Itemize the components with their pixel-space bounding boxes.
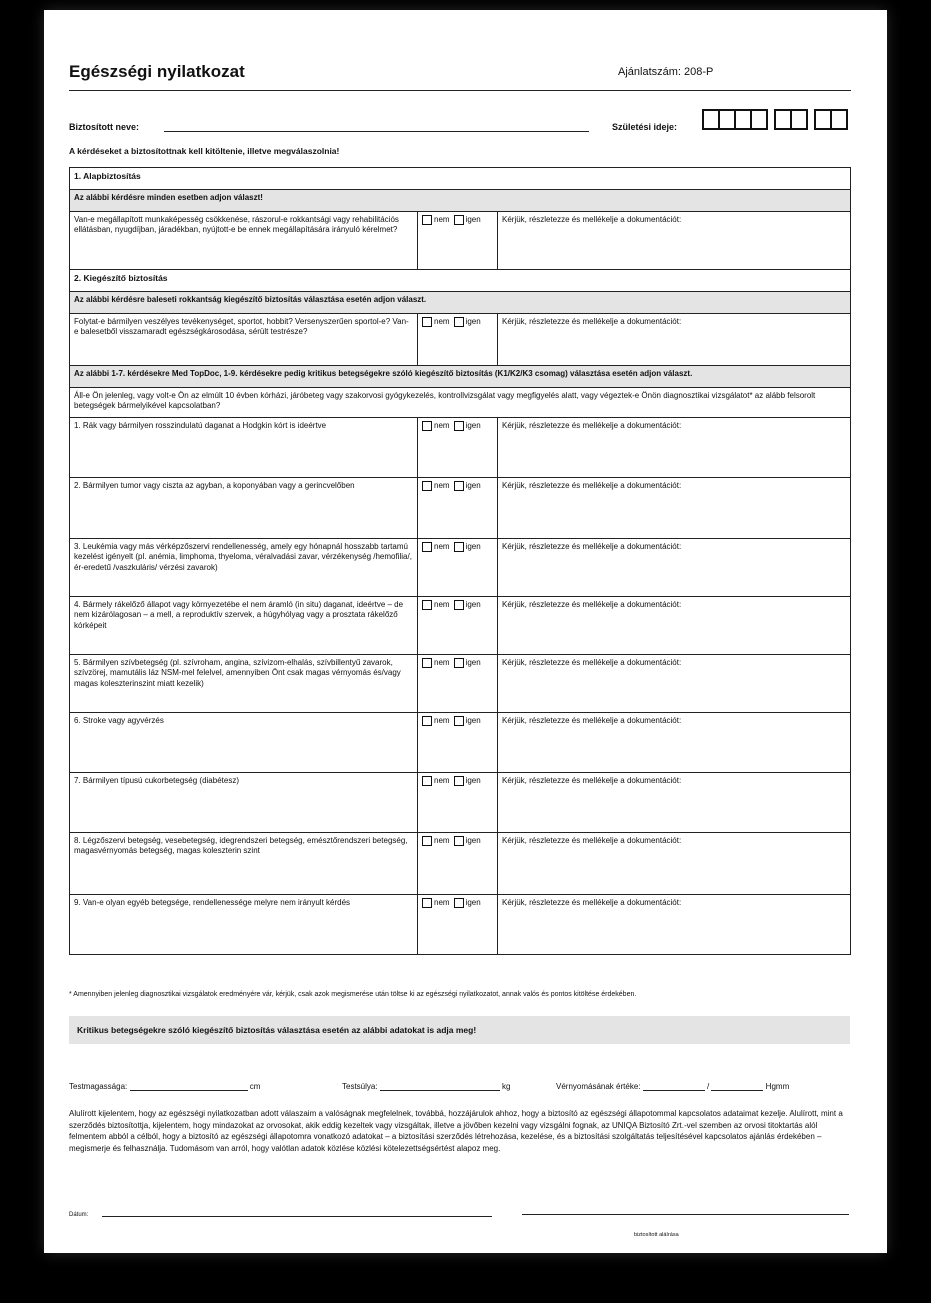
question-9: 9. Van-e olyan egyéb betegsége, rendellenessége melyre nem irányult kérdés [70,895,418,955]
answer-choices: nem igen [418,713,498,773]
no-checkbox[interactable] [422,481,432,491]
no-checkbox[interactable] [422,542,432,552]
yes-checkbox[interactable] [454,716,464,726]
birth-date-label: Születési ideje: [612,122,678,132]
no-checkbox[interactable] [422,215,432,225]
yes-checkbox[interactable] [454,215,464,225]
details-cell[interactable]: Kérjük, részletezze és mellékelje a dokumentációt: [498,895,851,955]
section-suppl-title: 2. Kiegészítő biztosítás [70,270,851,292]
section-crit-intro: Áll-e Ön jelenleg, vagy volt-e Ön az elmúlt 10 évben kórházi, járóbeteg vagy szakorvosi gyógykezelés, kontrollvizsgálat vagy megfigyelés alatt, vagy végeztek-e Önön diagnosztikai vizsgálatot* az alább felsorolt betegségek bármelyikével kapcsolatban? [70,388,851,418]
answer-choices: nem igen [418,418,498,478]
bp-systolic-field[interactable] [643,1080,705,1091]
instruction-text: A kérdéseket a biztosítottnak kell kitöltenie, illetve megválaszolnia! [69,146,340,156]
yes-checkbox[interactable] [454,317,464,327]
answer-choices: nem igen [418,597,498,655]
question-6: 6. Stroke vagy agyvérzés [70,713,418,773]
section-crit-note: Az alábbi 1-7. kérdésekre Med TopDoc, 1-9. kérdésekre pedig kritikus betegségekre szóló kiegészítő biztosítás (K1/K2/K3 csomag) választása esetén adjon választ. [70,366,851,388]
no-checkbox[interactable] [422,716,432,726]
question-3: 3. Leukémia vagy más vérképzőszervi rendellenesség, amely egy hónapnál hosszabb tartamú kezelést igényelt (pl. anémia, limphoma, thyeloma, véralvadási zavar, vérzékenység /hemofilia/, ér-eredetű /vaszkuláris/ vérzési zavarok) [70,539,418,597]
insured-name-field[interactable] [164,131,589,132]
blood-pressure-row [556,1080,789,1091]
answer-choices: nem igen [418,539,498,597]
critical-banner [69,1016,850,1044]
date-label: Dátum: [69,1212,89,1218]
signature-caption: biztosított aláírása [634,1232,679,1238]
no-checkbox[interactable] [422,836,432,846]
title-rule [69,90,851,91]
yes-checkbox[interactable] [454,421,464,431]
question-2: 2. Bármilyen tumor vagy ciszta az agyban, a koponyában vagy a gerincvelőben [70,478,418,539]
section-basic-title: 1. Alapbiztosítás [70,168,851,190]
weight-row [342,1080,511,1091]
answer-choices: nem igen [418,833,498,895]
insured-name-label: Biztosított neve: [69,122,140,132]
form-page [44,10,887,1253]
yes-checkbox[interactable] [454,658,464,668]
no-checkbox[interactable] [422,658,432,668]
no-checkbox[interactable] [422,421,432,431]
answer-choices: nem igen [418,478,498,539]
date-field[interactable] [102,1216,492,1217]
declaration-text: Alulírott kijelentem, hogy az egészségi nyilatkozatban adott válaszaim a valóságnak megfelelnek, továbbá, hozzájárulok ahhoz, hogy a biztosító az egészségi állapotommal kapcsolatos adataimat kezelje. Alulírott, mint a szerződés biztosítottja, kijelentem, hogy mindazokat az orvosokat, akik eddig kezeltek vagy vizsgáltak, illetve a jövőben kezelni vagy vizsgálni fognak, az UNIQA Biztosító Zrt.-vel szemben az orvosi titoktartás alól felmentem abból a célból, hogy a biztosító az egészségi állapotomra vonatkozó adatokat – a biztosítási szerződés létrehozása, kezelése, és a biztosítási szolgáltatás teljesítésével kapcsolatos ajánlás érdekében – megismerje és felhasználja. Tudomásom van arról, hogy valótlan adatok közlése közlési kötelezettségsértést alapoz meg. [69,1109,843,1153]
no-checkbox[interactable] [422,600,432,610]
yes-checkbox[interactable] [454,776,464,786]
weight-unit: kg [502,1082,511,1091]
footnote: * Amennyiben jelenleg diagnosztikai vizsgálatok eredményére vár, kérjük, csak azok megismerése után töltse ki az egészségi nyilatkozatot, annak valós és pontos kitöltése érdekében. [69,991,637,998]
bp-separator: / [706,1082,710,1091]
offer-number: Ajánlatszám: 208-P [618,66,714,78]
question-suppl: Folytat-e bármilyen veszélyes tevékenységet, sportot, hobbit? Versenyszerűen sportol-e? Van-e balesetből visszamaradt egészségkárosodása, sérült testrésze? [70,314,418,366]
yes-checkbox[interactable] [454,600,464,610]
height-unit: cm [249,1082,261,1091]
answer-choices: nem igen [418,773,498,833]
details-cell[interactable]: Kérjük, részletezze és mellékelje a dokumentációt: [498,539,851,597]
answer-choices: nem igen [418,895,498,955]
height-label: Testmagassága: [69,1082,128,1091]
no-checkbox[interactable] [422,317,432,327]
question-8: 8. Légzőszervi betegség, vesebetegség, idegrendszeri betegség, emésztőrendszeri betegség, magasvérnyomás betegség, magas koleszterin szint [70,833,418,895]
question-5: 5. Bármilyen szívbetegség (pl. szívroham, angina, szívizom-elhalás, szívbillentyű zavarok, szívzörej, mamutális láz NSM-mel felelvel, amennyiben Önt csak magas vérnyomás és/vagy magas koleszterinszint miatt kezelik) [70,655,418,713]
birth-date-boxes[interactable] [702,109,846,131]
section-basic-note: Az alábbi kérdésre minden esetben adjon választ! [70,190,851,212]
answer-choices: nem igen [418,655,498,713]
no-checkbox[interactable] [422,776,432,786]
weight-label: Testsúlya: [342,1082,378,1091]
question-7: 7. Bármilyen típusú cukorbetegség (diabétesz) [70,773,418,833]
yes-checkbox[interactable] [454,542,464,552]
bp-unit: Hgmm [765,1082,790,1091]
details-cell[interactable]: Kérjük, részletezze és mellékelje a dokumentációt: [498,597,851,655]
weight-field[interactable] [380,1080,500,1091]
yes-checkbox[interactable] [454,898,464,908]
details-cell[interactable]: Kérjük, részletezze és mellékelje a dokumentációt: [498,478,851,539]
details-cell[interactable]: Kérjük, részletezze és mellékelje a dokumentációt: [498,314,851,366]
page-title: Egészségi nyilatkozat [69,62,245,81]
height-field[interactable] [130,1080,248,1091]
no-checkbox[interactable] [422,898,432,908]
question-1: 1. Rák vagy bármilyen rosszindulatú daganat a Hodgkin kórt is ideértve [70,418,418,478]
details-cell[interactable]: Kérjük, részletezze és mellékelje a dokumentációt: [498,833,851,895]
bp-label: Vérnyomásának értéke: [556,1082,641,1091]
height-row [69,1080,260,1091]
answer-choices: nem igen [418,212,498,270]
yes-checkbox[interactable] [454,836,464,846]
details-cell[interactable]: Kérjük, részletezze és mellékelje a dokumentációt: [498,773,851,833]
question-4: 4. Bármely rákelőző állapot vagy környezetébe el nem áramló (in situ) daganat, ideértve – de nem kizárólagosan – a mell, a reproduktív szervek, a húgyhólyag vagy a prosztata rákelőző kórképeit [70,597,418,655]
section-suppl-note: Az alábbi kérdésre baleseti rokkantság kiegészítő biztosítás választása esetén adjon választ. [70,292,851,314]
details-cell[interactable]: Kérjük, részletezze és mellékelje a dokumentációt: [498,212,851,270]
details-cell[interactable]: Kérjük, részletezze és mellékelje a dokumentációt: [498,713,851,773]
answer-choices: nem igen [418,314,498,366]
yes-checkbox[interactable] [454,481,464,491]
signature-field[interactable] [522,1214,849,1215]
bp-diastolic-field[interactable] [711,1080,763,1091]
questionnaire-table [69,167,851,955]
details-cell[interactable]: Kérjük, részletezze és mellékelje a dokumentációt: [498,655,851,713]
question-basic: Van-e megállapított munkaképesség csökkenése, rászorul-e rokkantsági vagy rehabilitációs ellátásban, nyugdíjban, járadékban, nyújtott-e be ennek megállapítására irányuló kérelmet? [70,212,418,270]
details-cell[interactable]: Kérjük, részletezze és mellékelje a dokumentációt: [498,418,851,478]
critical-banner-text: Kritikus betegségekre szóló kiegészítő biztosítás választása esetén az alábbi adatokat is adja meg! [77,1025,477,1035]
